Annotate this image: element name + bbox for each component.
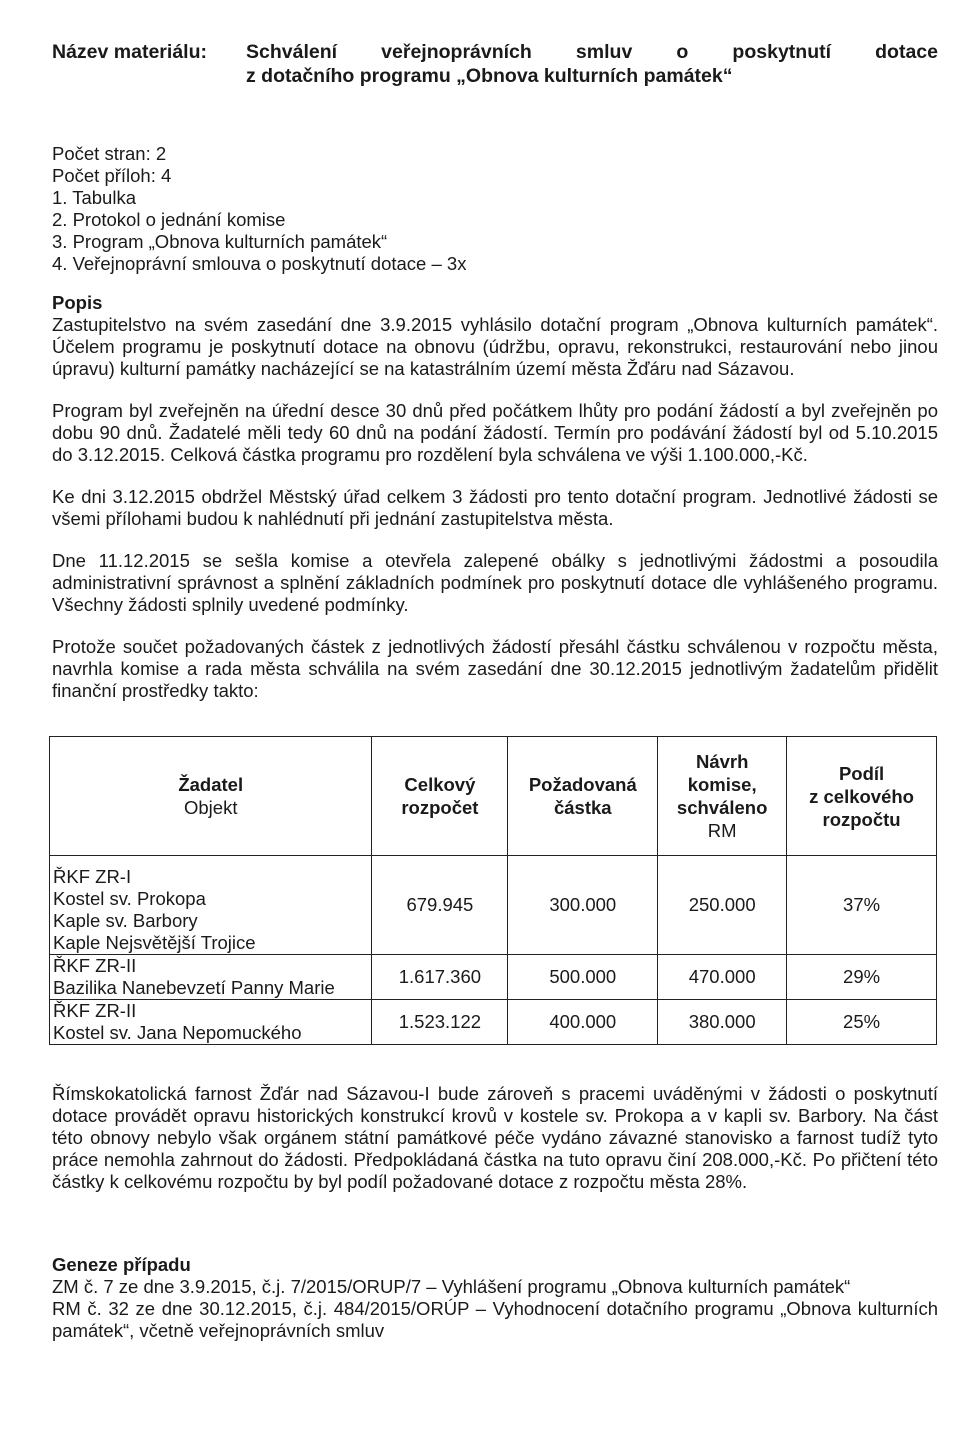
popis-paragraph-5: Protože součet požadovaných částek z jednotlivých žádostí přesáhl částku schválenou v rozpočtu města, navrhla komise a rada města schválila na svém zasedání dne 30.12.2015 jednotlivým žadatelům přidělit finanční prostředky takto: bbox=[52, 636, 938, 701]
popis-paragraph-2: Program byl zveřejněn na úřední desce 30 dnů před počátkem lhůty pro podání žádostí a byl zveřejněn po dobu 90 dnů. Žadatelé měli tedy 60 dnů na podání žádostí. Termín pro podávání žádostí byl od 5.10.2015 do 3.12.2015. Celková částka programu pro rozdělení byla schválena ve výši 1.100.000,-Kč. bbox=[52, 400, 938, 465]
object-name: Kostel sv. Prokopa bbox=[53, 888, 206, 909]
allocation-table bbox=[49, 736, 937, 1045]
table-row bbox=[50, 856, 937, 955]
geneze-line-1: ZM č. 7 ze dne 3.9.2015, č.j. 7/2015/ORUP/7 – Vyhlášení programu „Obnova kulturních památek“ bbox=[52, 1276, 851, 1297]
popis-paragraph-1: Zastupitelstvo na svém zasedání dne 3.9.2015 vyhlásilo dotační program „Obnova kulturních památek“. Účelem programu je poskytnutí dotace na obnovu (údržbu, opravu, rekonstrukci, restaurování nebo jinou úpravu) kulturní památky nacházející se na katastrálním území města Žďáru nad Sázavou. bbox=[52, 314, 938, 379]
cell-applicant bbox=[50, 1000, 372, 1045]
page-count: Počet stran: 2 bbox=[52, 143, 167, 164]
cell-applicant bbox=[50, 856, 372, 955]
cell-budget: 1.617.360 bbox=[372, 955, 508, 1000]
cell-applicant bbox=[50, 955, 372, 1000]
popis-paragraph-4: Dne 11.12.2015 se sešla komise a otevřela zalepené obálky s jednotlivými žádostmi a posoudila administrativní správnost a splnění základních podmínek pro poskytnutí dotace dle vyhlášeného programu. Všechny žádosti splnily uvedené podmínky. bbox=[52, 550, 938, 615]
header-share: Podíl z celkového rozpočtu bbox=[787, 737, 937, 856]
cell-requested: 400.000 bbox=[508, 1000, 658, 1045]
parish-note-paragraph: Římskokatolická farnost Žďár nad Sázavou-I bude zároveň s pracemi uváděnými v žádosti o poskytnutí dotace provádět opravu historických konstrukcí krovů v kostele sv. Prokopa a v kapli sv. Barbory. Na část této obnovy nebylo však orgánem státní památkové péče vydáno závazné stanovisko a farnost tudíž tyto práce nemohla zahrnout do žádosti. Předpokládaná částka na tuto opravu činí 208.000,-Kč. Po přičtení této částky k celkovému rozpočtu by byl podíl požadované dotace z rozpočtu města 28%. bbox=[52, 1083, 938, 1192]
material-title bbox=[52, 40, 938, 88]
attachment-count: Počet příloh: 4 bbox=[52, 165, 172, 186]
attachment-item: 1. Tabulka bbox=[52, 187, 136, 208]
applicant-name: ŘKF ZR-II bbox=[53, 955, 137, 976]
header-approved: Návrh komise, schváleno RM bbox=[658, 737, 787, 856]
popis-paragraph-3: Ke dni 3.12.2015 obdržel Městský úřad celkem 3 žádosti pro tento dotační program. Jednotlivé žádosti se všemi přílohami budou k nahlédnutí při jednání zastupitelstva města. bbox=[52, 486, 938, 529]
attachment-item: 4. Veřejnoprávní smlouva o poskytnutí dotace – 3x bbox=[52, 253, 467, 274]
title-line-2: z dotačního programu „Obnova kulturních památek“ bbox=[246, 65, 733, 87]
cell-approved: 380.000 bbox=[658, 1000, 787, 1045]
attachment-item: 2. Protokol o jednání komise bbox=[52, 209, 286, 230]
applicant-name: ŘKF ZR-I bbox=[53, 866, 132, 887]
applicant-name: ŘKF ZR-II bbox=[53, 1000, 137, 1021]
popis-heading: Popis bbox=[52, 292, 103, 313]
attachment-item: 3. Program „Obnova kulturních památek“ bbox=[52, 231, 388, 252]
title-label: Název materiálu: bbox=[52, 41, 207, 63]
geneze-line-2: RM č. 32 ze dne 30.12.2015, č.j. 484/2015/ORÚP – Vyhodnocení dotačního programu „Obnova kulturních památek“, včetně veřejnoprávních smluv bbox=[52, 1298, 938, 1341]
header-applicant: Žadatel Objekt bbox=[50, 737, 372, 856]
cell-share: 37% bbox=[787, 856, 937, 955]
table-row bbox=[50, 1000, 937, 1045]
cell-requested: 300.000 bbox=[508, 856, 658, 955]
object-name: Kaple sv. Barbory bbox=[53, 910, 198, 931]
table-row bbox=[50, 955, 937, 1000]
cell-approved: 250.000 bbox=[658, 856, 787, 955]
cell-share: 25% bbox=[787, 1000, 937, 1045]
cell-share: 29% bbox=[787, 955, 937, 1000]
title-text bbox=[246, 40, 938, 88]
object-name: Bazilika Nanebevzetí Panny Marie bbox=[53, 977, 335, 998]
cell-approved: 470.000 bbox=[658, 955, 787, 1000]
title-line-1: Schválení veřejnoprávních smluv o poskytnutí dotace bbox=[246, 41, 938, 63]
geneze-heading: Geneze případu bbox=[52, 1254, 191, 1275]
meta-info bbox=[52, 143, 938, 275]
table-header-row bbox=[50, 737, 937, 856]
document-page bbox=[52, 40, 938, 1342]
header-requested: Požadovaná částka bbox=[508, 737, 658, 856]
object-name: Kostel sv. Jana Nepomuckého bbox=[53, 1022, 302, 1043]
cell-requested: 500.000 bbox=[508, 955, 658, 1000]
cell-budget: 679.945 bbox=[372, 856, 508, 955]
cell-budget: 1.523.122 bbox=[372, 1000, 508, 1045]
header-total-budget: Celkový rozpočet bbox=[372, 737, 508, 856]
object-name: Kaple Nejsvětější Trojice bbox=[53, 932, 256, 953]
